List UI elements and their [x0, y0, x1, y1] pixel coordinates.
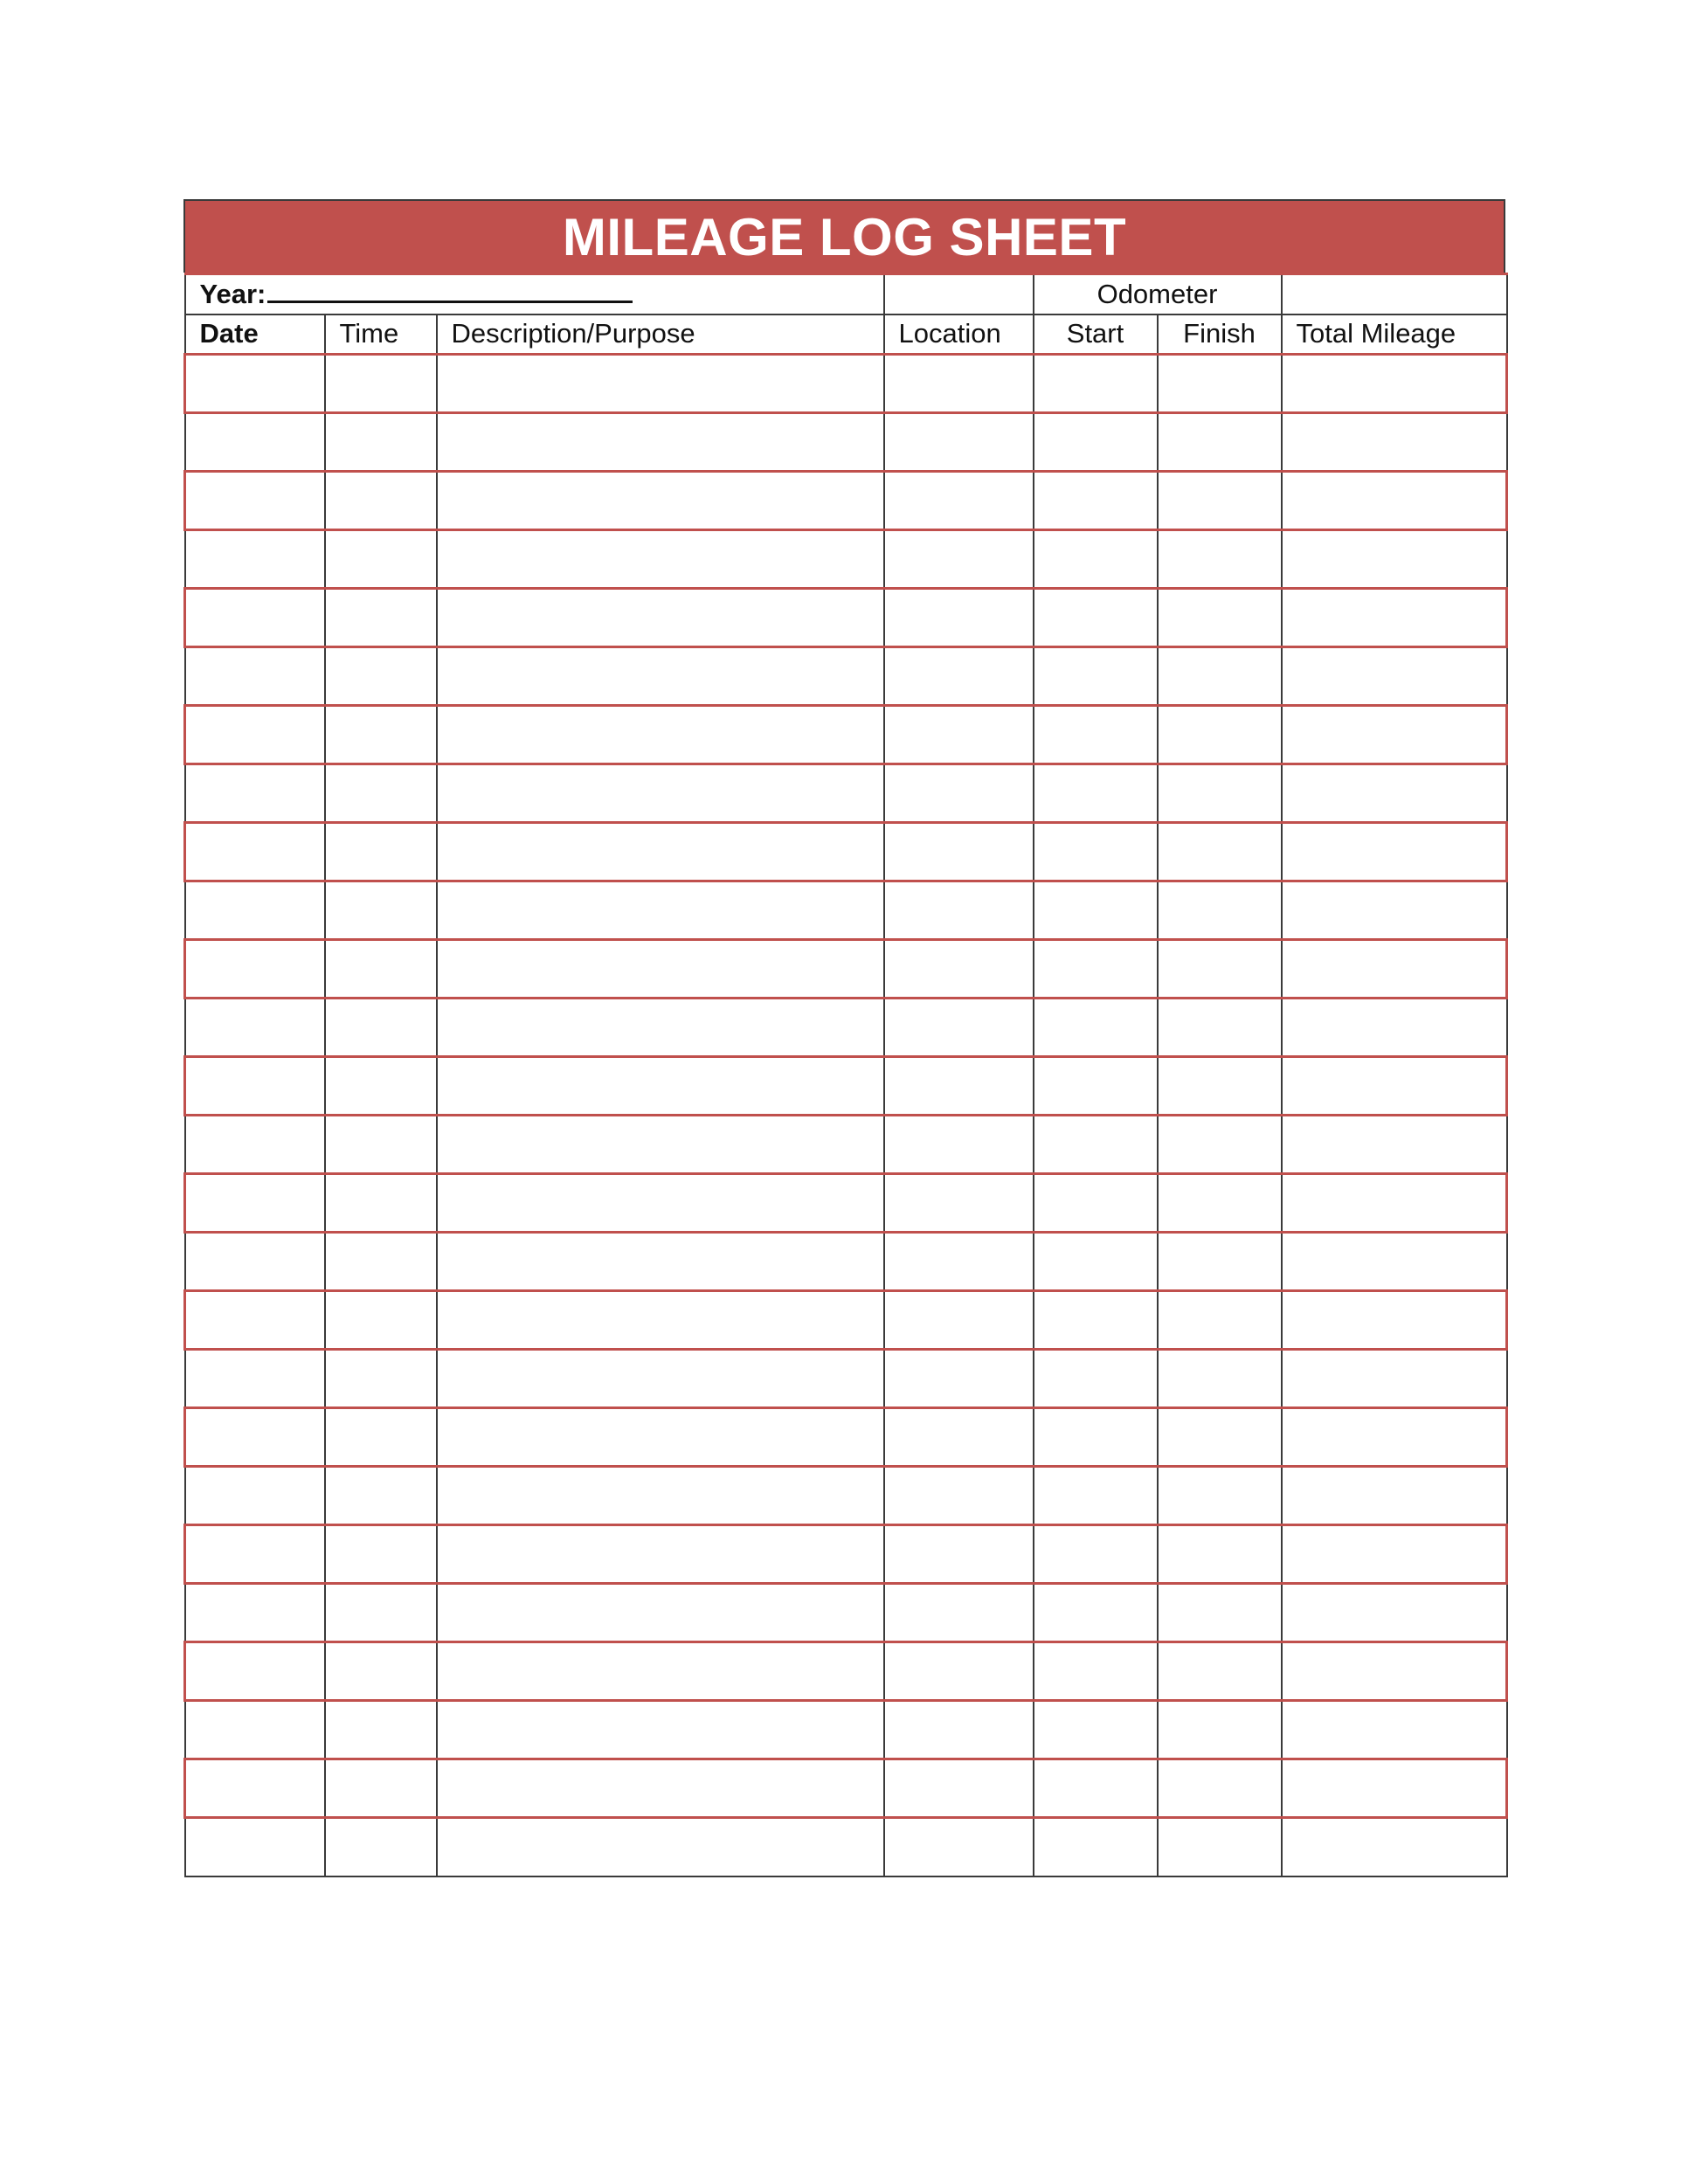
date-cell[interactable]: [185, 1642, 325, 1701]
finish-cell[interactable]: [1158, 706, 1282, 764]
time-cell[interactable]: [325, 1057, 437, 1116]
col-start-header: Start: [1034, 314, 1158, 355]
location-cell[interactable]: [884, 472, 1034, 530]
col-finish-header: Finish: [1158, 314, 1282, 355]
start-cell[interactable]: [1034, 1759, 1158, 1818]
description-cell[interactable]: [437, 589, 884, 647]
total-mileage-cell[interactable]: [1282, 413, 1507, 472]
log-row: [185, 764, 1507, 823]
start-cell[interactable]: [1034, 1642, 1158, 1701]
meta-blank-cell: [1282, 274, 1507, 314]
start-cell[interactable]: [1034, 1525, 1158, 1584]
column-header-row: [185, 314, 1507, 355]
date-cell[interactable]: [185, 706, 325, 764]
description-cell[interactable]: [437, 999, 884, 1057]
location-cell[interactable]: [884, 413, 1034, 472]
meta-blank-cell: [884, 274, 1034, 314]
total-mileage-cell[interactable]: [1282, 1291, 1507, 1350]
log-row: [185, 1233, 1507, 1291]
finish-cell[interactable]: [1158, 1701, 1282, 1759]
finish-cell[interactable]: [1158, 1350, 1282, 1408]
date-cell[interactable]: [185, 472, 325, 530]
date-cell[interactable]: [185, 355, 325, 413]
description-cell[interactable]: [437, 1350, 884, 1408]
description-cell[interactable]: [437, 1408, 884, 1467]
start-cell[interactable]: [1034, 413, 1158, 472]
finish-cell[interactable]: [1158, 1467, 1282, 1525]
sheet-title: MILEAGE LOG SHEET: [562, 207, 1127, 266]
date-cell[interactable]: [185, 1525, 325, 1584]
location-cell[interactable]: [884, 530, 1034, 589]
time-cell[interactable]: [325, 1350, 437, 1408]
total-mileage-cell[interactable]: [1282, 881, 1507, 940]
location-cell[interactable]: [884, 589, 1034, 647]
log-row: [185, 706, 1507, 764]
total-mileage-cell[interactable]: [1282, 1408, 1507, 1467]
finish-cell[interactable]: [1158, 530, 1282, 589]
date-cell[interactable]: [185, 1701, 325, 1759]
description-cell[interactable]: [437, 1818, 884, 1876]
start-cell[interactable]: [1034, 1818, 1158, 1876]
start-cell[interactable]: [1034, 1233, 1158, 1291]
time-cell[interactable]: [325, 999, 437, 1057]
location-cell[interactable]: [884, 1759, 1034, 1818]
log-row: [185, 1350, 1507, 1408]
total-mileage-cell[interactable]: [1282, 706, 1507, 764]
total-mileage-cell[interactable]: [1282, 589, 1507, 647]
log-row: [185, 472, 1507, 530]
time-cell[interactable]: [325, 1759, 437, 1818]
start-cell[interactable]: [1034, 589, 1158, 647]
start-cell[interactable]: [1034, 355, 1158, 413]
start-cell[interactable]: [1034, 1057, 1158, 1116]
description-cell[interactable]: [437, 1759, 884, 1818]
log-row: [185, 1818, 1507, 1876]
finish-cell[interactable]: [1158, 1408, 1282, 1467]
date-cell[interactable]: [185, 589, 325, 647]
total-mileage-cell[interactable]: [1282, 647, 1507, 706]
total-mileage-cell[interactable]: [1282, 1584, 1507, 1642]
time-cell[interactable]: [325, 647, 437, 706]
finish-cell[interactable]: [1158, 1759, 1282, 1818]
date-cell[interactable]: [185, 1233, 325, 1291]
time-cell[interactable]: [325, 472, 437, 530]
location-cell[interactable]: [884, 1584, 1034, 1642]
year-field[interactable]: [185, 274, 884, 314]
time-cell[interactable]: [325, 1467, 437, 1525]
start-cell[interactable]: [1034, 999, 1158, 1057]
date-cell[interactable]: [185, 413, 325, 472]
description-cell[interactable]: [437, 881, 884, 940]
description-cell[interactable]: [437, 1642, 884, 1701]
location-cell[interactable]: [884, 940, 1034, 999]
total-mileage-cell[interactable]: [1282, 1174, 1507, 1233]
location-cell[interactable]: [884, 1467, 1034, 1525]
time-cell[interactable]: [325, 1525, 437, 1584]
total-mileage-cell[interactable]: [1282, 1759, 1507, 1818]
location-cell[interactable]: [884, 1174, 1034, 1233]
total-mileage-cell[interactable]: [1282, 1057, 1507, 1116]
time-cell[interactable]: [325, 1818, 437, 1876]
description-cell[interactable]: [437, 1584, 884, 1642]
finish-cell[interactable]: [1158, 355, 1282, 413]
time-cell[interactable]: [325, 355, 437, 413]
date-cell[interactable]: [185, 1584, 325, 1642]
log-row: [185, 940, 1507, 999]
time-cell[interactable]: [325, 881, 437, 940]
log-row: [185, 1759, 1507, 1818]
time-cell[interactable]: [325, 1233, 437, 1291]
start-cell[interactable]: [1034, 1701, 1158, 1759]
finish-cell[interactable]: [1158, 589, 1282, 647]
log-row: [185, 1525, 1507, 1584]
finish-cell[interactable]: [1158, 472, 1282, 530]
time-cell[interactable]: [325, 764, 437, 823]
location-cell[interactable]: [884, 1057, 1034, 1116]
log-row: [185, 999, 1507, 1057]
total-mileage-cell[interactable]: [1282, 1701, 1507, 1759]
col-date-header: Date: [185, 314, 325, 355]
time-cell[interactable]: [325, 1642, 437, 1701]
description-cell[interactable]: [437, 1525, 884, 1584]
log-row: [185, 1642, 1507, 1701]
total-mileage-cell[interactable]: [1282, 764, 1507, 823]
total-mileage-cell[interactable]: [1282, 1233, 1507, 1291]
total-mileage-cell[interactable]: [1282, 472, 1507, 530]
finish-cell[interactable]: [1158, 823, 1282, 881]
description-cell[interactable]: [437, 764, 884, 823]
description-cell[interactable]: [437, 413, 884, 472]
finish-cell[interactable]: [1158, 940, 1282, 999]
col-location-header: Location: [884, 314, 1034, 355]
location-cell[interactable]: [884, 1701, 1034, 1759]
log-row: [185, 1116, 1507, 1174]
start-cell[interactable]: [1034, 1408, 1158, 1467]
log-row: [185, 1057, 1507, 1116]
finish-cell[interactable]: [1158, 999, 1282, 1057]
year-underline: [267, 278, 633, 303]
title-bar: [183, 199, 1505, 273]
description-cell[interactable]: [437, 1116, 884, 1174]
log-row: [185, 1174, 1507, 1233]
date-cell[interactable]: [185, 1818, 325, 1876]
description-cell[interactable]: [437, 355, 884, 413]
date-cell[interactable]: [185, 1467, 325, 1525]
start-cell[interactable]: [1034, 823, 1158, 881]
location-cell[interactable]: [884, 999, 1034, 1057]
log-row: [185, 530, 1507, 589]
date-cell[interactable]: [185, 823, 325, 881]
time-cell[interactable]: [325, 1701, 437, 1759]
location-cell[interactable]: [884, 706, 1034, 764]
mileage-table: [183, 273, 1508, 1877]
finish-cell[interactable]: [1158, 1642, 1282, 1701]
log-row: [185, 823, 1507, 881]
odometer-label: Odometer: [1034, 274, 1282, 314]
location-cell[interactable]: [884, 647, 1034, 706]
description-cell[interactable]: [437, 472, 884, 530]
description-cell[interactable]: [437, 1233, 884, 1291]
start-cell[interactable]: [1034, 940, 1158, 999]
description-cell[interactable]: [437, 1701, 884, 1759]
time-cell[interactable]: [325, 1291, 437, 1350]
date-cell[interactable]: [185, 1174, 325, 1233]
total-mileage-cell[interactable]: [1282, 1525, 1507, 1584]
description-cell[interactable]: [437, 1174, 884, 1233]
log-row: [185, 413, 1507, 472]
start-cell[interactable]: [1034, 764, 1158, 823]
location-cell[interactable]: [884, 881, 1034, 940]
date-cell[interactable]: [185, 1408, 325, 1467]
time-cell[interactable]: [325, 940, 437, 999]
date-cell[interactable]: [185, 999, 325, 1057]
start-cell[interactable]: [1034, 881, 1158, 940]
log-row: [185, 1467, 1507, 1525]
location-cell[interactable]: [884, 1525, 1034, 1584]
total-mileage-cell[interactable]: [1282, 940, 1507, 999]
log-row: [185, 1408, 1507, 1467]
location-cell[interactable]: [884, 1116, 1034, 1174]
finish-cell[interactable]: [1158, 1291, 1282, 1350]
description-cell[interactable]: [437, 823, 884, 881]
finish-cell[interactable]: [1158, 1525, 1282, 1584]
log-row: [185, 1584, 1507, 1642]
start-cell[interactable]: [1034, 1467, 1158, 1525]
start-cell[interactable]: [1034, 1584, 1158, 1642]
finish-cell[interactable]: [1158, 1174, 1282, 1233]
date-cell[interactable]: [185, 1057, 325, 1116]
finish-cell[interactable]: [1158, 1584, 1282, 1642]
finish-cell[interactable]: [1158, 647, 1282, 706]
total-mileage-cell[interactable]: [1282, 1818, 1507, 1876]
date-cell[interactable]: [185, 1350, 325, 1408]
date-cell[interactable]: [185, 647, 325, 706]
log-row: [185, 1291, 1507, 1350]
description-cell[interactable]: [437, 647, 884, 706]
time-cell[interactable]: [325, 823, 437, 881]
time-cell[interactable]: [325, 413, 437, 472]
total-mileage-cell[interactable]: [1282, 1350, 1507, 1408]
location-cell[interactable]: [884, 1642, 1034, 1701]
start-cell[interactable]: [1034, 1350, 1158, 1408]
col-time-header: Time: [325, 314, 437, 355]
start-cell[interactable]: [1034, 472, 1158, 530]
date-cell[interactable]: [185, 1759, 325, 1818]
time-cell[interactable]: [325, 706, 437, 764]
description-cell[interactable]: [437, 1291, 884, 1350]
finish-cell[interactable]: [1158, 1233, 1282, 1291]
col-total-mileage-header: Total Mileage: [1282, 314, 1507, 355]
time-cell[interactable]: [325, 1408, 437, 1467]
start-cell[interactable]: [1034, 647, 1158, 706]
location-cell[interactable]: [884, 1408, 1034, 1467]
log-row: [185, 647, 1507, 706]
col-description-header: Description/Purpose: [437, 314, 884, 355]
date-cell[interactable]: [185, 1116, 325, 1174]
total-mileage-cell[interactable]: [1282, 1467, 1507, 1525]
date-cell[interactable]: [185, 530, 325, 589]
start-cell[interactable]: [1034, 530, 1158, 589]
log-row: [185, 1701, 1507, 1759]
time-cell[interactable]: [325, 1584, 437, 1642]
date-cell[interactable]: [185, 1291, 325, 1350]
year-label: Year:: [199, 279, 266, 310]
finish-cell[interactable]: [1158, 764, 1282, 823]
date-cell[interactable]: [185, 764, 325, 823]
mileage-log-sheet: [183, 199, 1505, 1877]
finish-cell[interactable]: [1158, 1116, 1282, 1174]
description-cell[interactable]: [437, 1467, 884, 1525]
location-cell[interactable]: [884, 1233, 1034, 1291]
finish-cell[interactable]: [1158, 1818, 1282, 1876]
location-cell[interactable]: [884, 823, 1034, 881]
total-mileage-cell[interactable]: [1282, 530, 1507, 589]
start-cell[interactable]: [1034, 706, 1158, 764]
start-cell[interactable]: [1034, 1174, 1158, 1233]
log-row: [185, 589, 1507, 647]
finish-cell[interactable]: [1158, 881, 1282, 940]
start-cell[interactable]: [1034, 1291, 1158, 1350]
time-cell[interactable]: [325, 589, 437, 647]
time-cell[interactable]: [325, 530, 437, 589]
time-cell[interactable]: [325, 1174, 437, 1233]
finish-cell[interactable]: [1158, 1057, 1282, 1116]
log-row: [185, 355, 1507, 413]
location-cell[interactable]: [884, 1291, 1034, 1350]
location-cell[interactable]: [884, 1350, 1034, 1408]
description-cell[interactable]: [437, 530, 884, 589]
location-cell[interactable]: [884, 1818, 1034, 1876]
total-mileage-cell[interactable]: [1282, 1116, 1507, 1174]
description-cell[interactable]: [437, 706, 884, 764]
total-mileage-cell[interactable]: [1282, 999, 1507, 1057]
finish-cell[interactable]: [1158, 413, 1282, 472]
total-mileage-cell[interactable]: [1282, 823, 1507, 881]
total-mileage-cell[interactable]: [1282, 355, 1507, 413]
description-cell[interactable]: [437, 1057, 884, 1116]
time-cell[interactable]: [325, 1116, 437, 1174]
log-row: [185, 881, 1507, 940]
location-cell[interactable]: [884, 355, 1034, 413]
location-cell[interactable]: [884, 764, 1034, 823]
start-cell[interactable]: [1034, 1116, 1158, 1174]
year-odometer-row: [185, 274, 1507, 314]
total-mileage-cell[interactable]: [1282, 1642, 1507, 1701]
description-cell[interactable]: [437, 940, 884, 999]
date-cell[interactable]: [185, 881, 325, 940]
date-cell[interactable]: [185, 940, 325, 999]
